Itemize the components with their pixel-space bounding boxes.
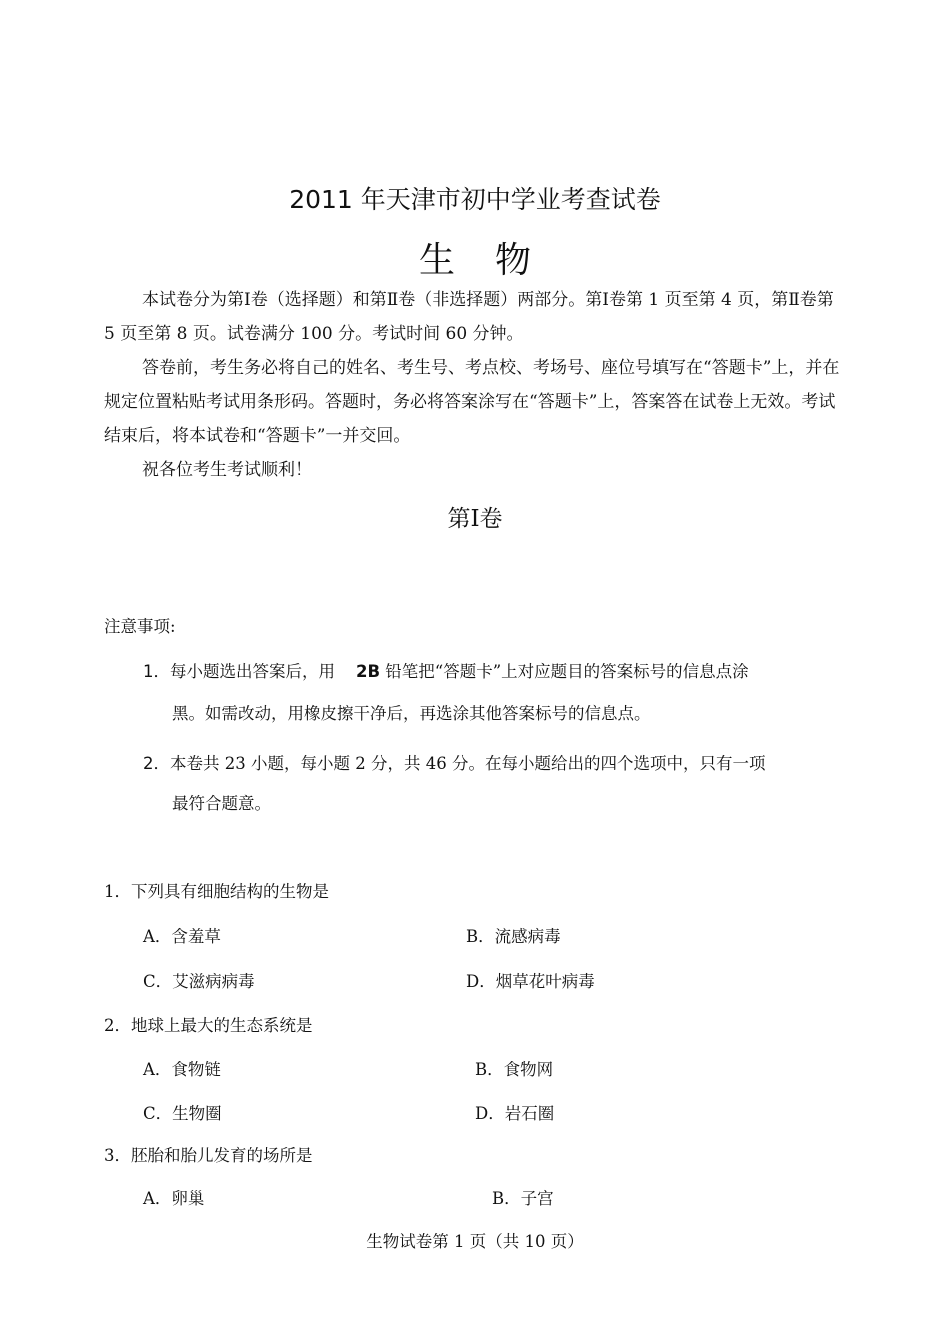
question-1-stem: 1．下列具有细胞结构的生物是 [104,882,329,901]
intro-block [104,283,846,487]
notes-heading: 注意事项: [104,617,176,636]
note-2-number: 2． [143,754,170,773]
note-1-text-b: 铅笔把“答题卡”上对应题目的答案标号的信息点涂 [385,662,749,681]
question-2-option-a: A．食物链 [143,1060,221,1079]
question-1-option-d: D．烟草花叶病毒 [466,972,595,991]
page-footer: 生物试卷第 1 页（共 10 页） [366,1232,584,1251]
question-2-option-d: D．岩石圈 [475,1104,555,1123]
note-2-line-2: 最符合题意。 [172,794,271,813]
note-2-text-a: 本卷共 23 小题，每小题 2 分，共 46 分。在每小题给出的四个选项中，只有一项 [170,754,766,773]
intro-paragraph-1: 本试卷分为第Ⅰ卷（选择题）和第Ⅱ卷（非选择题）两部分。第Ⅰ卷第 1 页至第 4 页，第Ⅱ卷第 5 页至第 8 页。试卷满分 100 分。考试时间 60 分钟。 [104,290,834,344]
question-2-option-b: B．食物网 [475,1060,554,1079]
question-1-option-a: A．含羞草 [143,927,221,946]
question-1-option-b: B．流感病毒 [466,927,561,946]
question-1-option-c: C．艾滋病病毒 [143,972,255,991]
question-3-option-b: B．子宫 [492,1189,554,1208]
section-title: 第Ⅰ卷 [447,506,503,532]
question-3-stem: 3．胚胎和胎儿发育的场所是 [104,1146,313,1165]
note-1-number: 1． [143,662,170,681]
intro-paragraph-3: 祝各位考生考试顺利！ [142,460,312,480]
note-1-line-2: 黑。如需改动，用橡皮擦干净后，再选涂其他答案标号的信息点。 [172,704,651,723]
question-2-option-c: C．生物圈 [143,1104,222,1123]
note-2-line-1 [143,750,765,774]
intro-paragraph-2: 答卷前，考生务必将自己的姓名、考生号、考点校、考场号、座位号填写在“答题卡”上，并在规定位置粘贴考试用条形码。答题时，务必将答案涂写在“答题卡”上，答案答在试卷上无效。考试结束后，将本试卷和“答题卡”一并交回。 [104,358,840,446]
question-3-option-a: A．卵巢 [143,1189,205,1208]
note-1-line-1 [143,658,749,682]
note-1-text-a: 每小题选出答案后，用 [170,662,335,681]
note-1-pencil: 2B [355,662,381,681]
exam-title: 2011 年天津市初中学业考查试卷 [289,185,661,214]
subject-title: 生物 [418,240,571,281]
question-2-stem: 2．地球上最大的生态系统是 [104,1016,313,1035]
